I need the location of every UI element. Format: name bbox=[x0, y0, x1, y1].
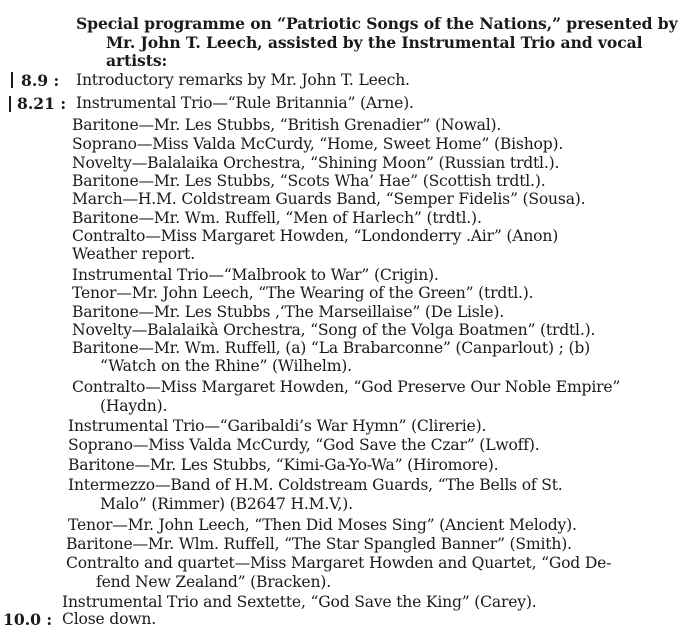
entry-line: “Watch on the Rhine” (Wilhelm). bbox=[100, 357, 352, 375]
entry-line: Baritone—Mr. Wlm. Ruffell, “The Star Spangled Banner” (Smith). bbox=[66, 535, 572, 553]
entry-line: Instrumental Trio and Sextette, “God Save the King” (Carey). bbox=[62, 593, 537, 611]
entry-rule-britannia: Instrumental Trio—“Rule Britannia” (Arne). bbox=[76, 94, 414, 112]
entry-line: Baritone—Mr. Wm. Ruffell, “Men of Harlech” (trdtl.). bbox=[72, 209, 482, 227]
entry-line: Contralto and quartet—Miss Margaret Howden and Quartet, “God De- bbox=[66, 554, 612, 572]
heading-line-3: artists: bbox=[106, 51, 168, 70]
entry-line: Soprano—Miss Valda McCurdy, “God Save the Czar” (Lwoff). bbox=[68, 436, 540, 454]
entry-line: Tenor—Mr. John Leech, “The Wearing of the Green” (trdtl.). bbox=[72, 284, 534, 302]
entry-line: Novelty—Balalaika Orchestra, “Shining Moon” (Russian trdtl.). bbox=[72, 154, 560, 172]
entry-line: Novelty—Balalaikà Orchestra, “Song of the Volga Boatmen” (trdtl.). bbox=[72, 321, 596, 339]
entry-line: Weather report. bbox=[72, 245, 195, 263]
entry-line: Baritone—Mr. Les Stubbs, “British Grenadier” (Nowal). bbox=[72, 116, 502, 134]
time-trio: 8.21 : bbox=[17, 94, 67, 113]
entry-line: fend New Zealand” (Bracken). bbox=[96, 573, 331, 591]
entry-line: Baritone—Mr. Les Stubbs ,‘The Marseillaise” (De Lisle). bbox=[72, 303, 505, 321]
entry-line: (Haydn). bbox=[100, 397, 168, 415]
entry-line: March—H.M. Coldstream Guards Band, “Semper Fidelis” (Sousa). bbox=[72, 190, 586, 208]
entry-line: Intermezzo—Band of H.M. Coldstream Guards, “The Bells of St. bbox=[68, 476, 563, 494]
entry-line: Contralto—Miss Margaret Howden, “God Preserve Our Noble Empire” bbox=[72, 378, 621, 396]
entry-line: Soprano—Miss Valda McCurdy, “Home, Sweet Home” (Bishop). bbox=[72, 135, 564, 153]
margin-mark bbox=[9, 96, 11, 112]
entry-line: Instrumental Trio—“Garibaldi’s War Hymn” (Clirerie). bbox=[68, 417, 487, 435]
entry-intro: Introductory remarks by Mr. John T. Leech. bbox=[76, 71, 410, 89]
entry-line: Contralto—Miss Margaret Howden, “Londonderry .Air” (Anon) bbox=[72, 227, 559, 245]
entry-line: Baritone—Mr. Wm. Ruffell, (a) “La Brabarconne” (Canparlout) ; (b) bbox=[72, 339, 590, 357]
margin-mark bbox=[11, 72, 13, 88]
time-close: 10.0 : bbox=[3, 610, 53, 629]
time-intro: 8.9 : bbox=[21, 71, 60, 90]
entry-line: Instrumental Trio—“Malbrook to War” (Crigin). bbox=[72, 266, 439, 284]
entry-line: Baritone—Mr. Les Stubbs, “Scots Wha’ Hae” (Scottish trdtl.). bbox=[72, 172, 546, 190]
heading-line-2: Mr. John T. Leech, assisted by the Instrumental Trio and vocal bbox=[106, 33, 643, 52]
entry-line: Baritone—Mr. Les Stubbs, “Kimi-Ga-Yo-Wa” (Hiromore). bbox=[68, 456, 499, 474]
entry-line: Malo” (Rimmer) (B2647 H.M.V,). bbox=[100, 495, 353, 513]
entry-close: Close down. bbox=[62, 610, 157, 628]
heading-line-1: Special programme on “Patriotic Songs of the Nations,” presented by bbox=[76, 14, 678, 33]
entry-line: Tenor—Mr. John Leech, “Then Did Moses Sing” (Ancient Melody). bbox=[68, 516, 577, 534]
